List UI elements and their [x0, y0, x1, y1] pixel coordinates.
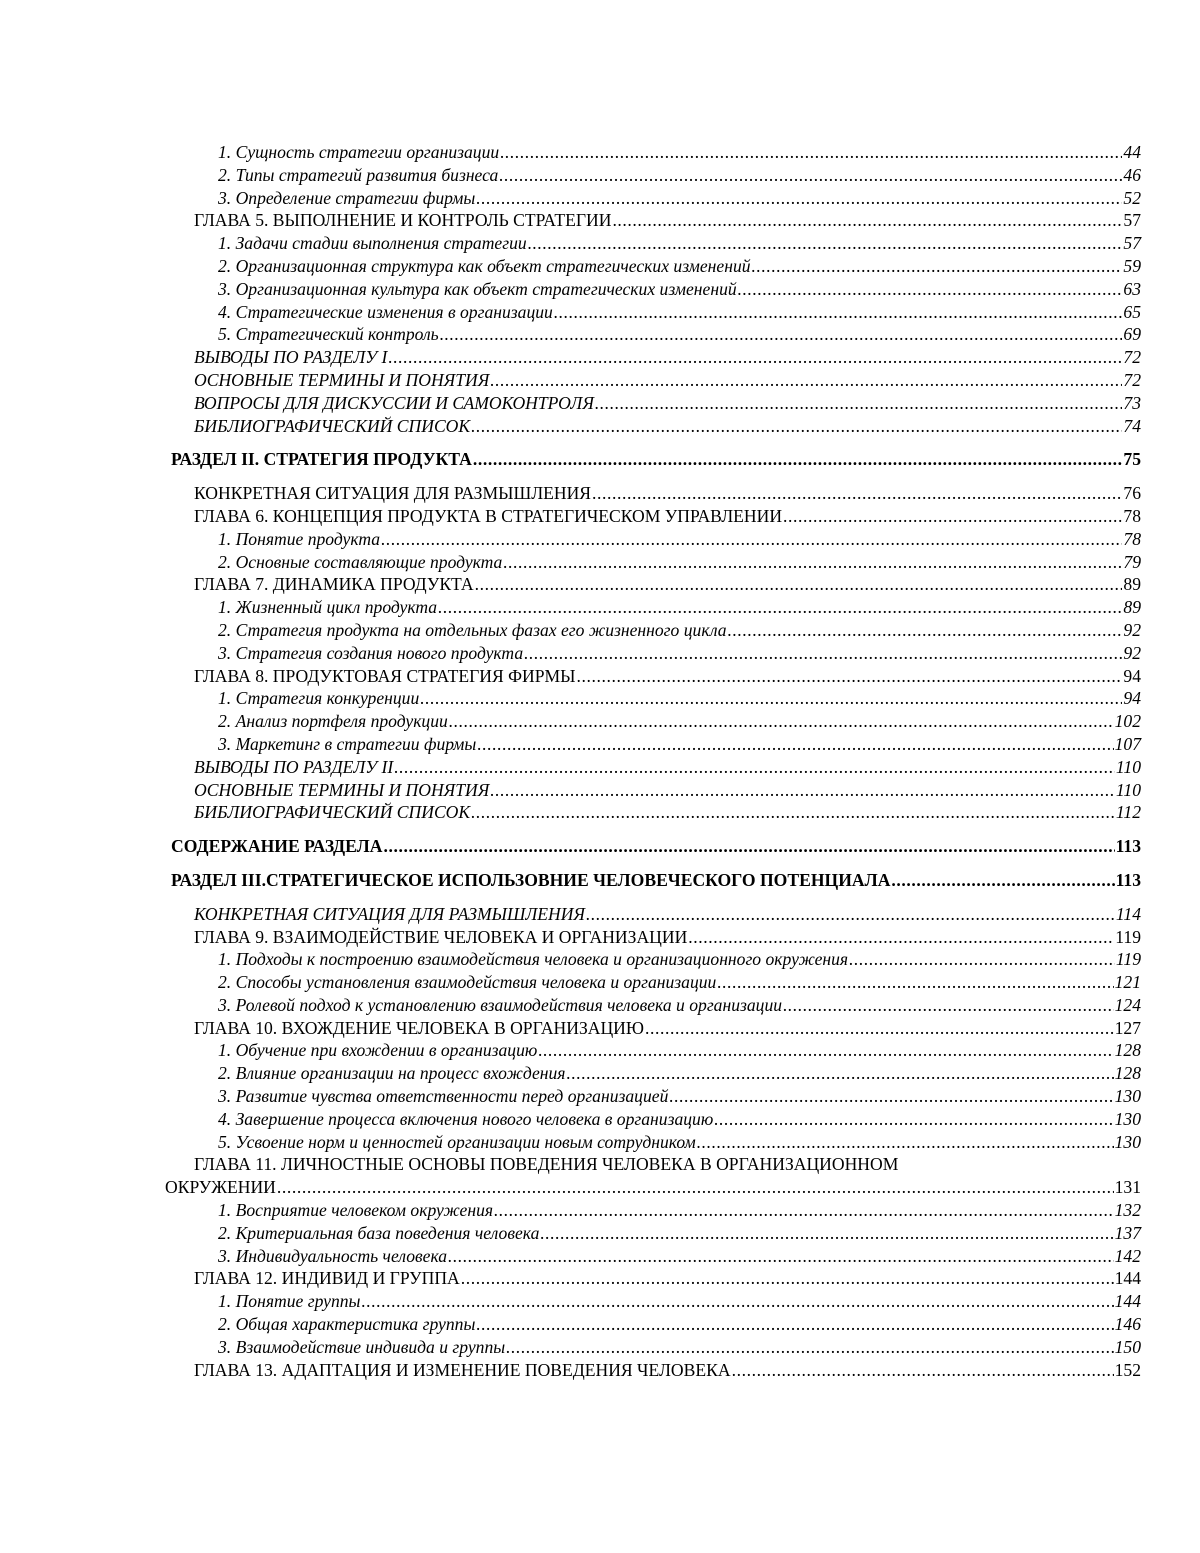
toc-dot-leader — [471, 415, 1122, 438]
toc-dot-leader — [477, 733, 1113, 756]
toc-dot-leader — [577, 665, 1123, 688]
toc-chapter-entry[interactable] — [194, 801, 1141, 824]
toc-chapter-entry[interactable] — [194, 482, 1141, 505]
toc-chapter-entry[interactable] — [194, 903, 1141, 926]
toc-group-part1 — [0, 141, 1200, 437]
toc-entry-title: 2. Анализ портфеля продукции — [218, 711, 448, 732]
toc-subsection-entry[interactable] — [218, 710, 1141, 733]
toc-page-number: 137 — [1114, 1222, 1141, 1243]
toc-entry-title: БИБЛИОГРАФИЧЕСКИЙ СПИСОК — [194, 415, 471, 436]
toc-dot-leader — [383, 835, 1114, 858]
toc-page-number: 132 — [1114, 1200, 1141, 1221]
toc-page-number: 72 — [1123, 347, 1141, 368]
toc-page-number: 89 — [1123, 574, 1141, 595]
toc-chapter-11[interactable] — [165, 1176, 1141, 1199]
toc-dot-leader — [592, 482, 1122, 505]
toc-entry-title: ОСНОВНЫЕ ТЕРМИНЫ И ПОНЯТИЯ — [194, 369, 490, 390]
toc-subsection-entry[interactable] — [218, 141, 1141, 164]
toc-entry-title: 3. Взаимодействие индивида и группы — [218, 1336, 506, 1357]
toc-dot-leader — [471, 801, 1115, 824]
toc-entry-title: 1. Понятие продукта — [218, 528, 381, 549]
toc-entry-title: КОНКРЕТНАЯ СИТУАЦИЯ ДЛЯ РАЗМЫШЛЕНИЯ — [194, 483, 592, 504]
toc-entry-title: 5. Усвоение норм и ценностей организации новым сотрудником — [218, 1131, 696, 1152]
toc-entry-title: 2. Влияние организации на процесс вхождения — [218, 1063, 566, 1084]
toc-entry-title: БИБЛИОГРАФИЧЕСКИЙ СПИСОК — [194, 802, 471, 823]
toc-page-number: 74 — [1123, 415, 1141, 436]
toc-dot-leader — [503, 551, 1122, 574]
toc-subsection-entry[interactable] — [218, 278, 1141, 301]
toc-entry-title: ВЫВОДЫ ПО РАЗДЕЛУ II — [194, 756, 394, 777]
toc-page-number: 65 — [1123, 301, 1141, 322]
toc-entry-title: КОНКРЕТНАЯ СИТУАЦИЯ ДЛЯ РАЗМЫШЛЕНИЯ — [194, 903, 585, 924]
toc-entry-title: 3. Развитие чувства ответственности перед организацией — [218, 1086, 669, 1107]
toc-dot-leader — [524, 642, 1122, 665]
toc-page-number: 76 — [1123, 483, 1141, 504]
toc-entry-title: 1. Понятие группы — [218, 1291, 361, 1312]
toc-dot-leader — [717, 971, 1113, 994]
toc-page-number: 121 — [1114, 972, 1141, 993]
toc-group-part4 — [0, 1199, 1200, 1381]
toc-dot-leader — [669, 1085, 1113, 1108]
toc-chapter-entry[interactable] — [194, 505, 1141, 528]
toc-entry-title: ВОПРОСЫ ДЛЯ ДИСКУССИИ И САМОКОНТРОЛЯ — [194, 392, 594, 413]
toc-entry-title: 3. Ролевой подход к установлению взаимодействия человека и организации — [218, 994, 783, 1015]
toc-entry-title: 1. Стратегия конкуренции — [218, 688, 420, 709]
toc-entry-title: 2. Основные составляющие продукта — [218, 551, 503, 572]
toc-entry-title: 3. Организационная культура как объект стратегических изменений — [218, 278, 737, 299]
toc-dot-leader — [490, 369, 1122, 392]
toc-entry-title: 4. Завершение процесса включения нового человека в организацию — [218, 1108, 714, 1129]
toc-dot-leader — [566, 1062, 1113, 1085]
toc-page-number: 130 — [1114, 1086, 1141, 1107]
toc-subsection-entry[interactable] — [218, 642, 1141, 665]
toc-dot-leader — [490, 779, 1115, 802]
toc-subsection-entry[interactable] — [218, 1336, 1141, 1359]
toc-group-part2 — [0, 482, 1200, 824]
toc-entry-title: 1. Обучение при вхождении в организацию — [218, 1040, 538, 1061]
toc-section-contents[interactable] — [171, 835, 1141, 858]
toc-page-number: 152 — [1114, 1359, 1141, 1380]
toc-section-3[interactable] — [171, 869, 1141, 892]
toc-entry-title: ОКРУЖЕНИИ — [165, 1177, 276, 1198]
toc-entry-title: ВЫВОДЫ ПО РАЗДЕЛУ I — [194, 347, 388, 368]
toc-page-number: 72 — [1123, 369, 1141, 390]
toc-subsection-entry[interactable] — [218, 1131, 1141, 1154]
toc-dot-leader — [388, 346, 1122, 369]
toc-dot-leader — [595, 392, 1123, 415]
toc-page-number: 150 — [1114, 1336, 1141, 1357]
toc-dot-leader — [420, 687, 1122, 710]
toc-dot-leader — [688, 926, 1114, 949]
toc-chapter-entry[interactable] — [194, 346, 1141, 369]
toc-dot-leader — [891, 869, 1114, 892]
toc-page-number: 46 — [1123, 164, 1141, 185]
toc-dot-leader — [361, 1290, 1113, 1313]
toc-group-part3 — [0, 903, 1200, 1154]
toc-page-number: 107 — [1114, 733, 1141, 754]
toc-page-number: 89 — [1123, 597, 1141, 618]
toc-entry-title: ГЛАВА 7. ДИНАМИКА ПРОДУКТА — [194, 574, 474, 595]
toc-page-number: 128 — [1114, 1063, 1141, 1084]
toc-dot-leader — [612, 209, 1122, 232]
toc-page-number: 94 — [1123, 688, 1141, 709]
toc-page-number: 44 — [1123, 142, 1141, 162]
toc-dot-leader — [738, 278, 1123, 301]
toc-subsection-entry[interactable] — [218, 971, 1141, 994]
toc-subsection-entry[interactable] — [218, 994, 1141, 1017]
toc-subsection-entry[interactable] — [218, 1199, 1141, 1222]
toc-chapter-entry[interactable] — [194, 926, 1141, 949]
toc-entry-title: 1. Восприятие человеком окружения — [218, 1200, 494, 1221]
toc-entry-title: ГЛАВА 5. ВЫПОЛНЕНИЕ И КОНТРОЛЬ СТРАТЕГИИ — [194, 210, 612, 231]
toc-chapter-entry[interactable] — [194, 415, 1141, 438]
toc-subsection-entry[interactable] — [218, 255, 1141, 278]
toc-page-number: 94 — [1123, 665, 1141, 686]
toc-subsection-entry[interactable] — [218, 1313, 1141, 1336]
toc-chapter-entry[interactable] — [194, 1267, 1141, 1290]
toc-dot-leader — [728, 619, 1123, 642]
toc-entry-title: 1. Задачи стадии выполнения стратегии — [218, 233, 527, 254]
toc-chapter-entry[interactable] — [194, 369, 1141, 392]
toc-section-title: РАЗДЕЛ II. СТРАТЕГИЯ ПРОДУКТА — [171, 449, 472, 470]
toc-chapter-entry[interactable] — [194, 573, 1141, 596]
toc-section-title: РАЗДЕЛ III.СТРАТЕГИЧЕСКОЕ ИСПОЛЬЗОВНИЕ ЧЕЛОВЕЧЕСКОГО ПОТЕНЦИАЛА — [171, 869, 891, 890]
toc-chapter-entry[interactable] — [194, 1359, 1141, 1382]
toc-dot-leader — [381, 528, 1122, 551]
toc-dot-leader — [849, 948, 1115, 971]
toc-entry-title: 5. Стратегический контроль — [218, 324, 439, 345]
toc-page-number: 110 — [1115, 756, 1141, 777]
toc-entry-title: 3. Индивидуальность человека — [218, 1245, 448, 1266]
toc-entry-title: ГЛАВА 8. ПРОДУКТОВАЯ СТРАТЕГИЯ ФИРМЫ — [194, 665, 576, 686]
toc-entry-title: 1. Подходы к построению взаимодействия человека и организационного окружения — [218, 949, 849, 970]
toc-subsection-entry[interactable] — [218, 1085, 1141, 1108]
toc-page-number: 57 — [1123, 210, 1141, 231]
toc-page-number: 78 — [1123, 505, 1141, 526]
toc-dot-leader — [499, 164, 1122, 187]
toc-dot-leader — [528, 232, 1123, 255]
toc-dot-leader — [783, 505, 1122, 528]
toc-section-title: СОДЕРЖАНИЕ РАЗДЕЛА — [171, 836, 383, 857]
toc-subsection-entry[interactable] — [218, 528, 1141, 551]
toc-subsection-entry[interactable] — [218, 1062, 1141, 1085]
toc-entry-title: 1. Жизненный цикл продукта — [218, 597, 438, 618]
toc-page-number: 130 — [1114, 1131, 1141, 1152]
toc-page-number: 63 — [1123, 278, 1141, 299]
toc-dot-leader — [783, 994, 1114, 1017]
toc-dot-leader — [732, 1359, 1114, 1382]
toc-entry-title: 2. Типы стратегий развития бизнеса — [218, 164, 499, 185]
toc-subsection-entry[interactable] — [218, 1222, 1141, 1245]
toc-subsection-entry[interactable] — [218, 323, 1141, 346]
toc-dot-leader — [645, 1017, 1114, 1040]
toc-dot-leader — [448, 1245, 1114, 1268]
toc-subsection-entry[interactable] — [218, 232, 1141, 255]
toc-entry-title: ГЛАВА 6. КОНЦЕПЦИЯ ПРОДУКТА В СТРАТЕГИЧЕСКОМ УПРАВЛЕНИИ — [194, 505, 783, 526]
toc-subsection-entry[interactable] — [218, 1039, 1141, 1062]
toc-entry-title: 3. Определение стратегии фирмы — [218, 187, 476, 208]
toc-dot-leader — [440, 323, 1123, 346]
toc-chapter-entry[interactable] — [194, 209, 1141, 232]
toc-subsection-entry[interactable] — [218, 1245, 1141, 1268]
toc-dot-leader — [506, 1336, 1113, 1359]
toc-subsection-entry[interactable] — [218, 733, 1141, 756]
toc-dot-leader — [449, 710, 1114, 733]
toc-chapter-entry[interactable] — [194, 1017, 1141, 1040]
toc-subsection-entry[interactable] — [218, 619, 1141, 642]
toc-subsection-entry[interactable] — [218, 551, 1141, 574]
toc-entry-title: 3. Стратегия создания нового продукта — [218, 642, 524, 663]
toc-page-number: 144 — [1114, 1291, 1141, 1312]
toc-entry-title: ОСНОВНЫЕ ТЕРМИНЫ И ПОНЯТИЯ — [194, 779, 490, 800]
toc-entry-title: ГЛАВА 12. ИНДИВИД И ГРУППА — [194, 1268, 460, 1289]
toc-page-number: 119 — [1115, 926, 1141, 947]
toc-chapter-entry[interactable] — [194, 779, 1141, 802]
toc-dot-leader — [438, 596, 1122, 619]
toc-page-number: 92 — [1123, 619, 1141, 640]
toc-subsection-entry[interactable] — [218, 164, 1141, 187]
toc-chapter-11-title-line1[interactable]: ГЛАВА 11. ЛИЧНОСТНЫЕ ОСНОВЫ ПОВЕДЕНИЯ ЧЕЛОВЕКА В ОРГАНИЗАЦИОННОМ — [194, 1154, 899, 1175]
toc-page-number: 113 — [1115, 836, 1141, 857]
toc-dot-leader — [586, 903, 1115, 926]
toc-page-number: 113 — [1115, 869, 1141, 890]
table-of-contents — [0, 141, 1200, 1381]
toc-chapter-entry[interactable] — [194, 665, 1141, 688]
toc-subsection-entry[interactable] — [218, 187, 1141, 210]
toc-dot-leader — [394, 756, 1115, 779]
toc-subsection-entry[interactable] — [218, 301, 1141, 324]
toc-page-number: 59 — [1123, 255, 1141, 276]
toc-dot-leader — [475, 573, 1123, 596]
toc-entry-title: 2. Общая характеристика группы — [218, 1314, 476, 1335]
toc-subsection-entry[interactable] — [218, 596, 1141, 619]
toc-page-number: 73 — [1123, 392, 1141, 413]
toc-page-number: 142 — [1114, 1245, 1141, 1266]
toc-page-number: 146 — [1114, 1314, 1141, 1335]
toc-page-number: 128 — [1114, 1040, 1141, 1061]
toc-dot-leader — [473, 448, 1123, 471]
toc-dot-leader — [697, 1131, 1114, 1154]
toc-chapter-entry[interactable] — [194, 756, 1141, 779]
toc-page-number: 52 — [1123, 187, 1141, 208]
toc-dot-leader — [538, 1039, 1113, 1062]
toc-dot-leader — [476, 1313, 1113, 1336]
toc-entry-title: 3. Маркетинг в стратегии фирмы — [218, 733, 477, 754]
toc-entry-title: 2. Критериальная база поведения человека — [218, 1222, 540, 1243]
toc-dot-leader — [461, 1267, 1114, 1290]
toc-entry-title: 1. Сущность стратегии организации — [218, 142, 500, 162]
toc-entry-title: 2. Способы установления взаимодействия человека и организации — [218, 972, 717, 993]
toc-dot-leader — [714, 1108, 1113, 1131]
toc-page-number: 131 — [1114, 1177, 1141, 1198]
toc-dot-leader — [752, 255, 1123, 278]
toc-page-number: 69 — [1123, 324, 1141, 345]
toc-page-number: 78 — [1123, 528, 1141, 549]
toc-subsection-entry[interactable] — [218, 687, 1141, 710]
toc-section-2[interactable] — [171, 448, 1141, 471]
toc-page-number: 112 — [1115, 802, 1141, 823]
toc-page-number: 119 — [1115, 949, 1141, 970]
toc-dot-leader — [476, 187, 1122, 210]
toc-dot-leader — [540, 1222, 1113, 1245]
toc-chapter-entry[interactable] — [194, 392, 1141, 415]
toc-dot-leader — [494, 1199, 1114, 1222]
toc-entry-title: ГЛАВА 9. ВЗАИМОДЕЙСТВИЕ ЧЕЛОВЕКА И ОРГАНИЗАЦИИ — [194, 926, 688, 947]
toc-entry-title: 2. Организационная структура как объект стратегических изменений — [218, 255, 751, 276]
toc-entry-title: 2. Стратегия продукта на отдельных фазах его жизненного цикла — [218, 619, 727, 640]
toc-entry-title: ГЛАВА 13. АДАПТАЦИЯ И ИЗМЕНЕНИЕ ПОВЕДЕНИЯ ЧЕЛОВЕКА — [194, 1359, 731, 1380]
toc-entry-title: 4. Стратегические изменения в организации — [218, 301, 553, 322]
toc-page-number: 92 — [1123, 642, 1141, 663]
toc-page-number: 75 — [1123, 449, 1141, 470]
toc-entry-title: ГЛАВА 10. ВХОЖДЕНИЕ ЧЕЛОВЕКА В ОРГАНИЗАЦИЮ — [194, 1017, 644, 1038]
toc-dot-leader — [500, 141, 1122, 164]
toc-page-number: 57 — [1123, 233, 1141, 254]
toc-page-number: 102 — [1114, 711, 1141, 732]
toc-page-number: 130 — [1114, 1108, 1141, 1129]
toc-page-number: 124 — [1114, 994, 1141, 1015]
toc-dot-leader — [277, 1176, 1114, 1199]
toc-page-number: 127 — [1114, 1017, 1141, 1038]
toc-subsection-entry[interactable] — [218, 1108, 1141, 1131]
toc-subsection-entry[interactable] — [218, 1290, 1141, 1313]
toc-page-number: 79 — [1123, 551, 1141, 572]
toc-subsection-entry[interactable] — [218, 948, 1141, 971]
toc-page-number: 144 — [1114, 1268, 1141, 1289]
toc-page-number: 114 — [1115, 903, 1141, 924]
toc-page-number: 110 — [1115, 779, 1141, 800]
toc-dot-leader — [554, 301, 1123, 324]
